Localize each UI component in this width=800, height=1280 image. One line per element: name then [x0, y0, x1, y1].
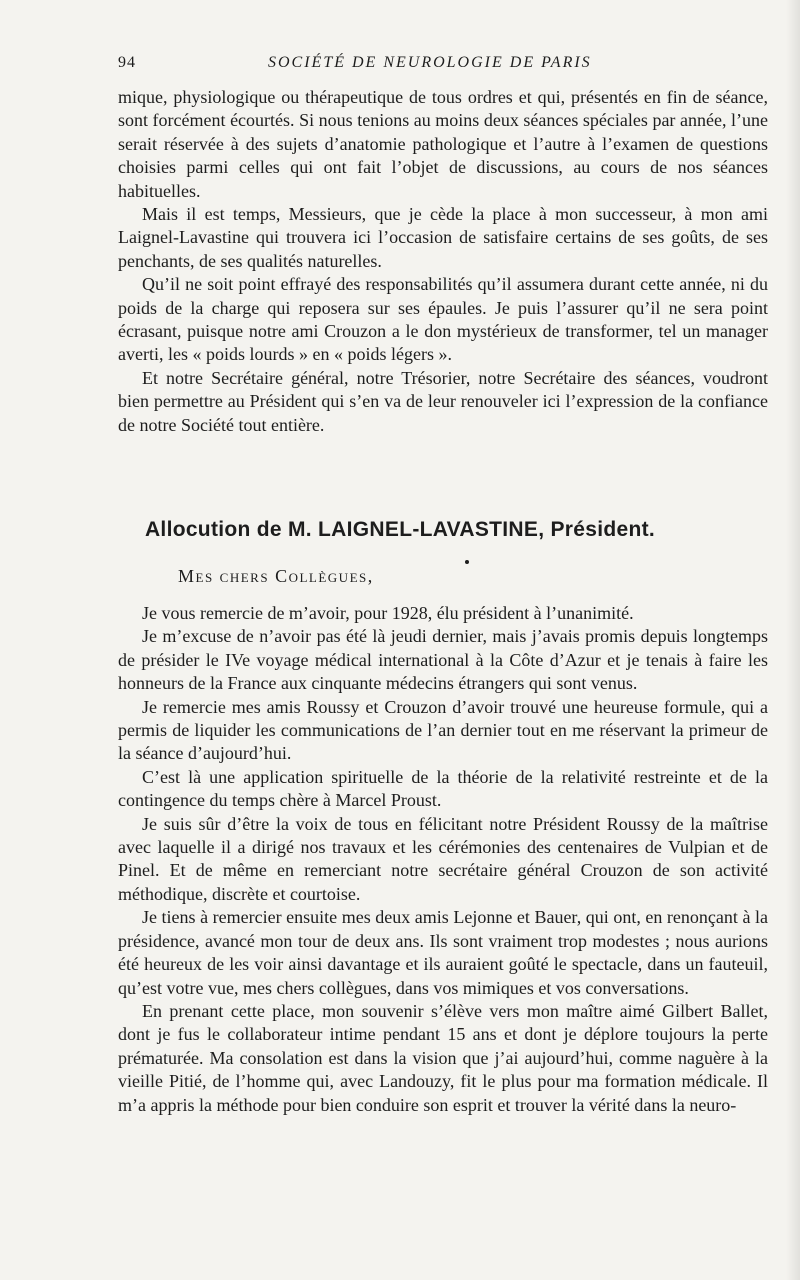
paragraph: Je vous remercie de m’avoir, pour 1928, élu président à l’unanimité.: [142, 603, 634, 623]
page-header: [118, 54, 768, 80]
paragraph: C’est là une application spirituelle de la théorie de la relativité restreinte et de la contingence du temps chère à Marcel Proust.: [118, 766, 768, 811]
paragraph: En prenant cette place, mon souvenir s’élève vers mon maître aimé Gilbert Ballet, dont je fus le collaborateur intime pendant 15 ans et dont je déplore toujours la perte prématurée. Ma consolation est dans la vision que j’ai aujourd’hui, comme naguère à la vieille Pitié, de l’homme qui, avec Landouzy, fit le plus pour ma formation médicale. Il m’a appris la méthode pour bien conduire son esprit et trouver la vérité dans la neuro-: [118, 1000, 768, 1115]
previous-speech-text: [118, 86, 768, 437]
section-title: Allocution de M. LAIGNEL-LAVASTINE, Président.: [144, 518, 656, 541]
paragraph: Je remercie mes amis Roussy et Crouzon d’avoir trouvé une heureuse formule, qui a permis de liquider les communications de l’an dernier tout en me réservant la primeur de la séance d’aujourd’hui.: [118, 696, 768, 764]
paragraph: Je tiens à remercier ensuite mes deux amis Lejonne et Bauer, qui ont, en renonçant à la présidence, avancé mon tour de deux ans. Ils sont vraiment trop modestes ; nous aurions été heureux de les voir ainsi davantage et ils auraient goûté le spectacle, dans un fauteuil, qu’est votre vue, mes chers collègues, dans vos mimiques et vos conversations.: [118, 907, 768, 998]
paragraph: Mais il est temps, Messieurs, que je cède la place à mon successeur, à mon ami Laignel-Lavastine qui trouvera ici l’occasion de satisfaire certains de ses goûts, de ses penchants, de ses qualités naturelles.: [118, 204, 768, 271]
salutation: Mes chers Collègues,: [178, 566, 374, 586]
paragraph: mique, physiologique ou thérapeutique de tous ordres et qui, présentés en fin de séance, sont forcément écourtés. Si nous tenions au moins deux séances spéciales par année, l’une serait réservée à des sujets d’anatomie pathologique et l’autre à l’examen de questions choisies parmi celles qui ont fait l’objet de discussions, au cours de nos séances habituelles.: [118, 87, 768, 201]
page-edge-shadow: [786, 0, 800, 1280]
paragraph: Et notre Secrétaire général, notre Trésorier, notre Secrétaire des séances, voudront bien permettre au Président qui s’en va de leur renouveler ici l’expression de la confiance de notre Société tout entière.: [118, 367, 768, 435]
paragraph: Je suis sûr d’être la voix de tous en félicitant notre Président Roussy de la maîtrise avec laquelle il a dirigé nos travaux et les cérémonies des centenaires de Vulpian et de Pinel. Et de même en remerciant notre secrétaire général Crouzon de son activité méthodique, discrète et courtoise.: [118, 813, 768, 904]
allocution-text: [118, 602, 768, 1117]
running-title: SOCIÉTÉ DE NEUROLOGIE DE PARIS: [268, 54, 592, 71]
paragraph: Qu’il ne soit point effrayé des responsabilités qu’il assumera durant cette année, ni du poids de la charge qui reposera sur ses épaules. Je puis l’assurer qu’il ne sera point écrasant, puisque notre ami Crouzon a le don mystérieux de transformer, tel un manager averti, les « poids lourds » en « poids légers ».: [118, 274, 768, 365]
ink-dot: [465, 560, 469, 564]
page-number: 94: [118, 54, 136, 71]
paragraph: Je m’excuse de n’avoir pas été là jeudi dernier, mais j’avais promis depuis longtemps de présider le IVe voyage médical international à la Côte d’Azur et je tenais à faire les honneurs de la France aux cinquante médecins étrangers qui sont venus.: [118, 626, 768, 694]
